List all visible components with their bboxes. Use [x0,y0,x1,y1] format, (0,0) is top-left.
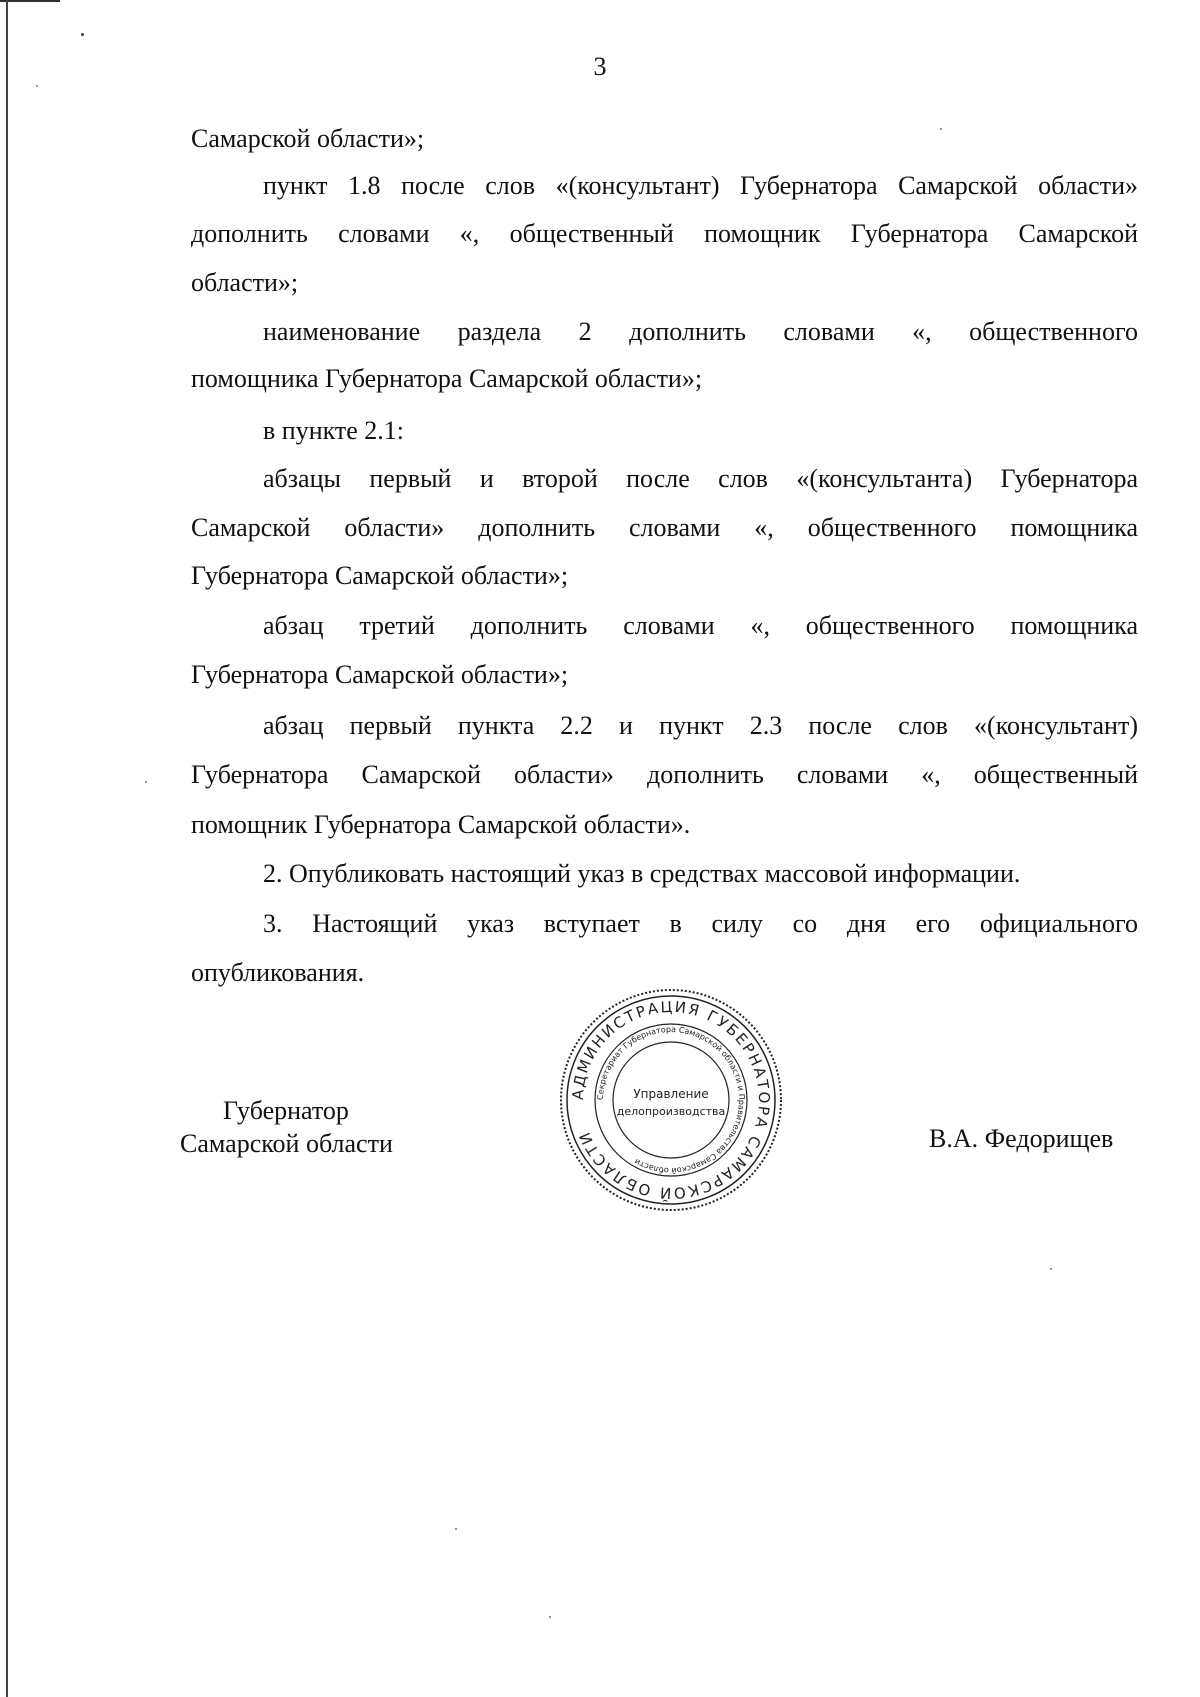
signatory-name: В.А. Федорищев [929,1124,1114,1153]
text-line: Губернатора Самарской области»; [191,561,569,590]
signatory-title: Губернатор [223,1096,349,1125]
scan-speck [940,128,942,130]
seal-outer-text: АДМИНИСТРАЦИЯ ГУБЕРНАТОРА САМАРСКОЙ ОБЛАСТИ [568,997,774,1203]
text-line: 2. Опубликовать настоящий указ в средствах массовой информации. [263,859,1021,888]
text-line: помощника Губернатора Самарской области»; [191,364,703,393]
text-line: помощник Губернатора Самарской области». [191,810,691,839]
text-line: абзац третий дополнить словами «, общественного помощника [263,611,1138,640]
official-seal-graphic [556,985,786,1215]
scan-speck [36,85,38,87]
seal-center-line2: делопроизводства [616,1105,726,1118]
text-line: области»; [191,268,299,297]
text-line: абзац первый пункта 2.2 и пункт 2.3 после слов «(консультант) [263,711,1138,740]
text-line: абзацы первый и второй после слов «(консультанта) Губернатора [263,464,1138,493]
text-line: опубликования. [191,958,365,987]
scan-speck [145,781,147,783]
text-line: Губернатора Самарской области»; [191,660,569,689]
signatory-title-region: Самарской области [180,1129,393,1158]
text-line: наименование раздела 2 дополнить словами «, общественного [263,317,1138,346]
scan-speck [549,1616,551,1618]
scan-edge-left [6,0,8,1697]
text-line: Самарской области»; [191,124,425,153]
seal-center-line1: Управление [633,1087,709,1101]
scan-speck [81,33,84,36]
text-line: пункт 1.8 после слов «(консультант) Губернатора Самарской области» [263,171,1138,200]
scan-speck [455,1528,457,1530]
page-number: 3 [593,52,607,81]
text-line: в пункте 2.1: [263,416,405,445]
text-line: Губернатора Самарской области» дополнить словами «, общественный [191,760,1138,789]
official-seal [556,985,786,1215]
text-line: дополнить словами «, общественный помощник Губернатора Самарской [191,219,1138,248]
scan-speck [1050,1268,1052,1270]
text-line: 3. Настоящий указ вступает в силу со дня его официального [263,909,1138,938]
text-line: Самарской области» дополнить словами «, общественного помощника [191,513,1138,542]
seal-inner-text: Секретариат Губернатора Самарской области и Правительства Самарской области [595,1024,747,1176]
scan-edge-top [0,0,60,2]
